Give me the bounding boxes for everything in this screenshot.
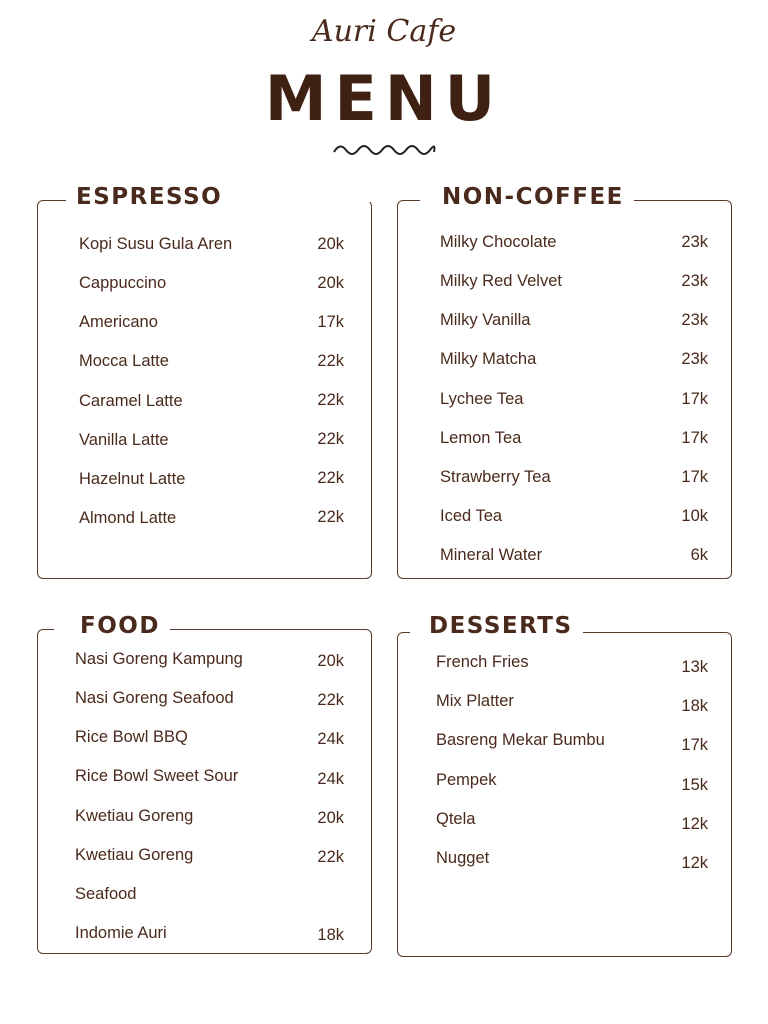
menu-item-name: Hazelnut Latte (79, 470, 186, 488)
menu-item-name: Nasi Goreng Seafood (75, 689, 234, 707)
menu-item-name: Mix Platter (436, 692, 514, 710)
menu-item-price: 6k (690, 546, 708, 564)
menu-item-price: 24k (317, 770, 344, 788)
menu-title: MENU (264, 62, 504, 135)
menu-item-name: Qtela (436, 810, 476, 828)
menu-item-price: 18k (681, 697, 708, 715)
menu-item-name: Kwetiau Goreng (75, 807, 194, 825)
menu-item-price: 23k (681, 350, 708, 368)
food-heading: FOOD (70, 613, 170, 639)
menu-item-price: 20k (317, 652, 344, 670)
menu-item-price: 22k (317, 848, 344, 866)
menu-item-price: 22k (317, 391, 344, 409)
espresso-heading: ESPRESSO (66, 184, 232, 210)
menu-item-name: Cappuccino (79, 274, 167, 292)
menu-item-name: French Fries (436, 653, 529, 671)
menu-item-name: Nasi Goreng Kampung (75, 650, 243, 668)
menu-item-price: 20k (317, 235, 344, 253)
menu-item-price: 17k (681, 429, 708, 447)
menu-item-price: 17k (681, 468, 708, 486)
wave-divider-icon (332, 140, 436, 158)
menu-item-name: Basreng Mekar Bumbu (436, 731, 605, 749)
cafe-name: Auri Cafe (311, 14, 457, 49)
menu-item-name: Caramel Latte (79, 392, 183, 410)
menu-item-price: 17k (681, 736, 708, 754)
menu-item-name: Rice Bowl Sweet Sour (75, 767, 239, 785)
menu-item-price: 12k (681, 815, 708, 833)
menu-item-name: Strawberry Tea (440, 468, 551, 486)
menu-item-price: 18k (317, 926, 344, 944)
menu-item-name: Indomie Auri (75, 924, 167, 942)
menu-item-price: 22k (317, 469, 344, 487)
menu-item-name: Milky Vanilla (440, 311, 531, 329)
menu-item-name: Lychee Tea (440, 390, 524, 408)
menu-item-price: 22k (317, 352, 344, 370)
menu-item-price: 17k (317, 313, 344, 331)
menu-item-name: Almond Latte (79, 509, 177, 527)
menu-item-name: Milky Red Velvet (440, 272, 562, 290)
menu-item-price: 23k (681, 272, 708, 290)
menu-item-price: 20k (317, 274, 344, 292)
menu-item-name: Seafood (75, 885, 137, 903)
menu-item-price: 13k (681, 658, 708, 676)
menu-item-name: Milky Matcha (440, 350, 537, 368)
menu-item-name: Kopi Susu Gula Aren (79, 235, 233, 253)
menu-item-name: Kwetiau Goreng (75, 846, 194, 864)
menu-item-price: 10k (681, 507, 708, 525)
menu-item-name: Rice Bowl BBQ (75, 728, 188, 746)
menu-item-price: 15k (681, 776, 708, 794)
noncoffee-heading: NON-COFFEE (432, 184, 634, 210)
food-panel (37, 629, 372, 954)
menu-item-name: Iced Tea (440, 507, 503, 525)
menu-item-name: Mineral Water (440, 546, 543, 564)
menu-item-price: 20k (317, 809, 344, 827)
menu-item-price: 22k (317, 508, 344, 526)
menu-item-name: Lemon Tea (440, 429, 522, 447)
menu-item-price: 17k (681, 390, 708, 408)
menu-item-price: 23k (681, 233, 708, 251)
menu-item-price: 22k (317, 691, 344, 709)
menu-item-price: 23k (681, 311, 708, 329)
desserts-heading: DESSERTS (419, 613, 583, 639)
menu-item-name: Americano (79, 313, 158, 331)
menu-item-name: Nugget (436, 849, 490, 867)
menu-item-price: 22k (317, 430, 344, 448)
menu-item-name: Mocca Latte (79, 352, 169, 370)
menu-item-name: Milky Chocolate (440, 233, 557, 251)
menu-item-price: 12k (681, 854, 708, 872)
menu-item-name: Vanilla Latte (79, 431, 169, 449)
menu-item-name: Pempek (436, 771, 497, 789)
menu-item-price: 24k (317, 730, 344, 748)
